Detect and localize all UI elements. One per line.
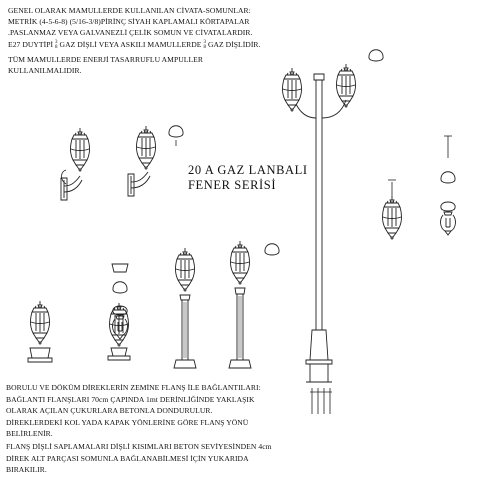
pendant-globe-lantern	[441, 136, 456, 235]
pendant-lantern	[383, 180, 402, 239]
bottom-note-left: BIRAKILIR.	[6, 465, 47, 474]
wall-bracket-globe-lantern	[128, 126, 183, 196]
series-title-line2: FENER SERİSİ	[188, 178, 277, 192]
bollard-lantern-left	[28, 301, 52, 362]
note-socket-type: E27 DUYTİPİ	[8, 40, 54, 49]
fraction-3-8: 3 8	[55, 40, 58, 51]
column-post-lantern	[174, 248, 196, 368]
series-title-line1: 20 A GAZ LANBALI	[188, 163, 308, 177]
note-nuts: .PASLANMAZ VEYA GALVANEZLİ ÇELİK SOMUN VE CİVATALARDIR.	[8, 28, 253, 37]
bottom-note-studs: FLANŞ DİŞLİ SAPLAMALARI DİŞLİ KISIMLARI BETON SEVİYESİNDEN 4cm	[6, 442, 272, 451]
fraction-3-8-second: 3 8	[203, 40, 206, 51]
tall-double-arm-pole	[283, 50, 383, 414]
note-socket-end: GAZ DİŞLİDİR.	[207, 40, 261, 49]
note-energy-end: KULLANILMALIDIR.	[8, 66, 82, 75]
bottom-note-concrete: OLARAK AÇILAN ÇUKURLARA BETONLA DONDURULUR.	[6, 406, 213, 415]
wall-bracket-lantern-left	[61, 128, 89, 200]
bottom-note-header: BORULU VE DÖKÜM DİREKLERİN ZEMİNE FLANŞ İLE BAĞLANTILARI:	[6, 383, 261, 392]
note-bolts: METRİK (4-5-6-8) (5/16-3/8)PİRİNÇ SİYAH KAPLAMALI KÖRTAPALAR	[8, 17, 250, 26]
bollard-globe-lantern	[112, 264, 128, 339]
bottom-note-direction: DİREKLERDEKİ KOL YADA KAPAK YÖNLERİNE GÖRE FLANŞ YÖNÜ	[6, 418, 249, 427]
note-energy: TÜM MAMULLERDE ENERJİ TASARRUFLU AMPULLER	[8, 55, 203, 64]
bottom-note-determined: BELİRLENİR.	[6, 429, 53, 438]
note-socket-thread: GAZ DİŞLİ VEYA ASKILI MAMULLERDE	[59, 40, 202, 49]
column-post-globe-lantern	[229, 241, 279, 368]
bottom-note-nut: DİREK ALT PARÇASI SOMUNLA BAĞLANABİLMESİ İÇİN YUKARIDA	[6, 454, 249, 463]
bottom-note-flange: BAĞLANTI FLANŞLARI 70cm ÇAPINDA 1mt DERİNLİĞİNDE YAKLAŞIK	[6, 395, 255, 404]
note-header: GENEL OLARAK MAMULLERDE KULLANILAN CİVATA-SOMUNLAR:	[8, 6, 251, 15]
